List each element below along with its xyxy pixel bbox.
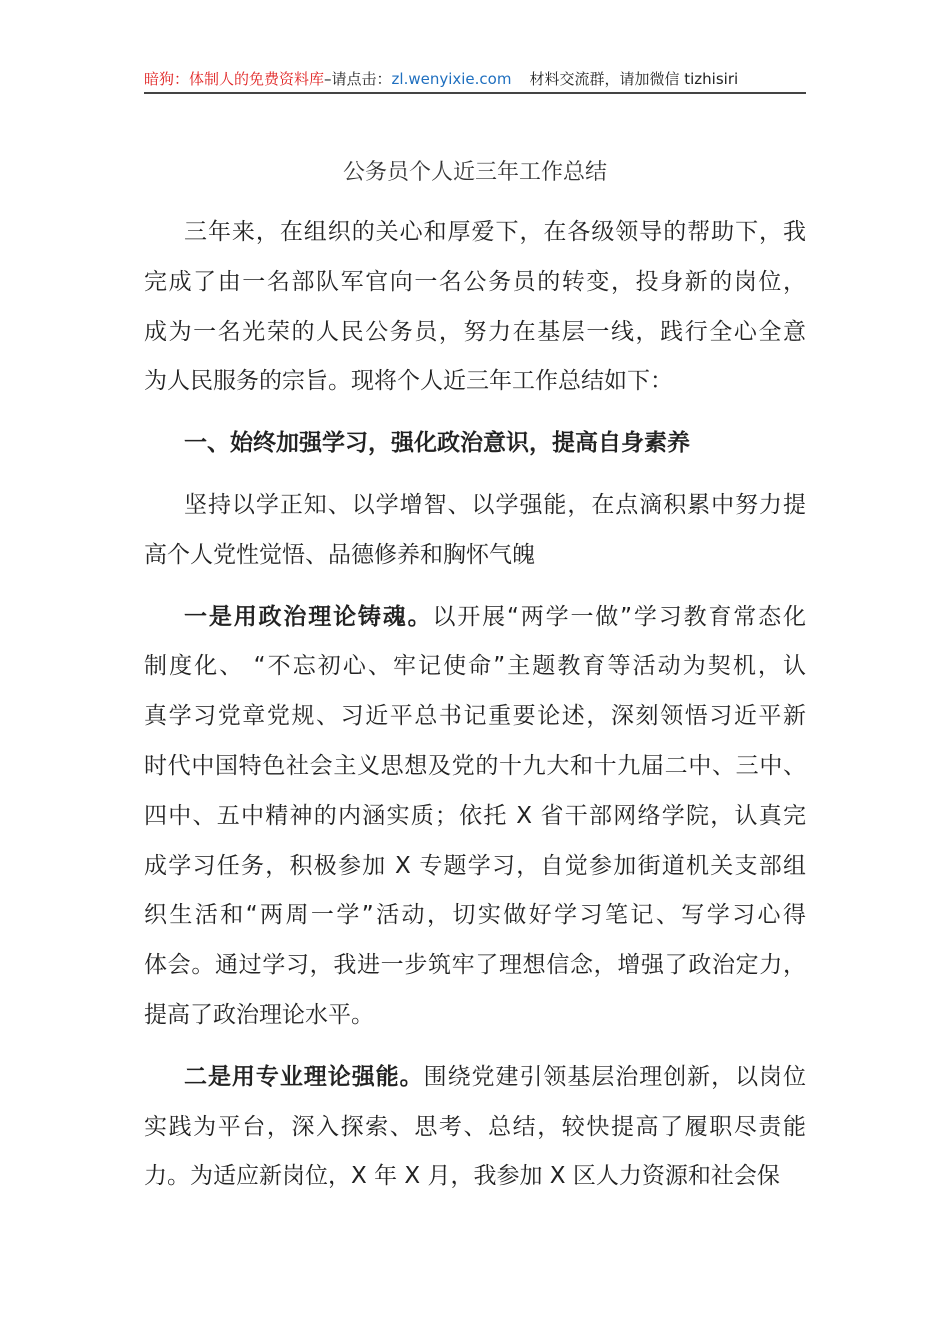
promo-text: 暗狗：体制人的免费资料库 <box>144 70 325 88</box>
text-line: 真学习党章党规、习近平总书记重要论述，深刻领悟习近平新 <box>144 703 806 730</box>
text-line: 坚持以学正知、以学增智、以学强能，在点滴积累中努力提 <box>184 491 806 518</box>
paragraph <box>144 599 806 1047</box>
text-line: 二是用专业理论强能。围绕党建引领基层治理创新，以岗位 <box>184 1063 807 1090</box>
text-line: 四中、五中精神的内涵实质；依托 X 省干部网络学院，认真完 <box>144 802 806 829</box>
text-line: 体会。通过学习，我进一步筑牢了理想信念，增强了政治定力， <box>144 952 806 979</box>
text-line: 力。为适应新岗位，X 年 X 月，我参加 X 区人力资源和社会保 <box>144 1163 780 1190</box>
heading-text: 一、始终加强学习，强化政治意识，提高自身素养 <box>184 430 690 457</box>
paragraph <box>144 214 806 413</box>
click-prompt: –请点击： <box>324 70 392 88</box>
document-body <box>144 214 806 1220</box>
text-line: 三年来，在组织的关心和厚爱下，在各级领导的帮助下，我 <box>184 219 806 245</box>
text-line: 提高了政治理论水平。 <box>144 1001 374 1028</box>
text-line: 时代中国特色社会主义思想及党的十九大和十九届二中、三中、 <box>144 752 806 779</box>
text-line: 高个人党性觉悟、品德修养和胸怀气魄 <box>144 541 535 568</box>
watermark-header <box>144 68 806 94</box>
text-line: 制度化、 “不忘初心、牢记使命”主题教育等活动为契机，认 <box>144 653 806 680</box>
wechat-group-text: 材料交流群，请加微信 tizhisiri <box>529 70 739 88</box>
text-line: 为人民服务的宗旨。现将个人近三年工作总结如下： <box>144 368 673 395</box>
document-title: 公务员个人近三年工作总结 <box>342 160 607 185</box>
text-line: 实践为平台，深入探索、思考、总结，较快提高了履职尽责能 <box>144 1113 806 1140</box>
paragraph <box>144 1059 806 1208</box>
paragraph <box>144 487 806 587</box>
text-line: 成为一名光荣的人民公务员，努力在基层一线，践行全心全意 <box>144 318 806 345</box>
lead-phrase: 二是用专业理论强能。 <box>184 1063 424 1090</box>
text-line: 成学习任务，积极参加 X 专题学习，自觉参加街道机关支部组 <box>144 852 806 879</box>
site-link[interactable]: zl.wenyixie.com <box>391 70 512 88</box>
section-heading <box>144 425 806 475</box>
text-line: 织生活和“两周一学”活动，切实做好学习笔记、写学习心得 <box>144 902 806 929</box>
text-line: 完成了由一名部队军官向一名公务员的转变，投身新的岗位， <box>144 268 806 295</box>
lead-phrase: 一是用政治理论铸魂。 <box>184 603 433 630</box>
text-line: 一是用政治理论铸魂。以开展“两学一做”学习教育常态化 <box>184 603 806 630</box>
